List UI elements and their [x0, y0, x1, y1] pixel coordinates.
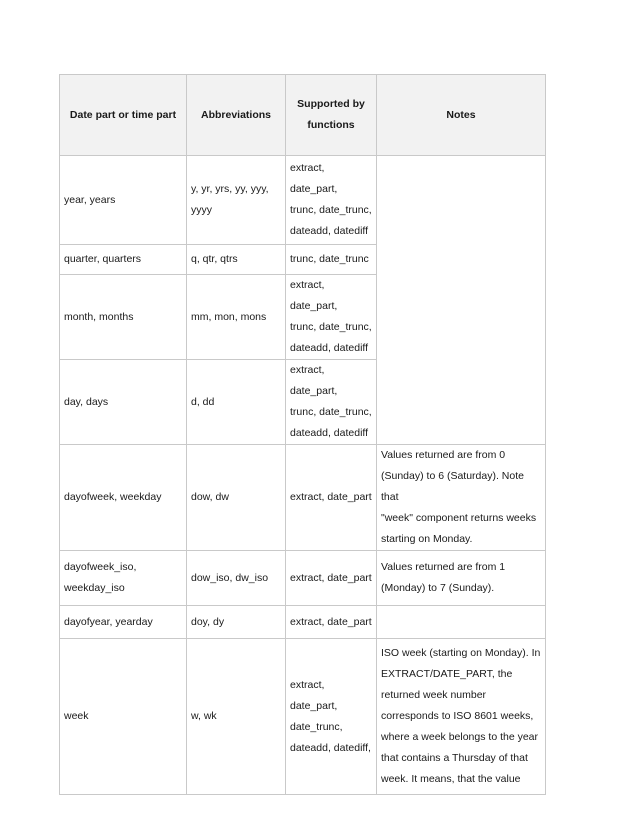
table-row — [60, 156, 546, 245]
header-abbreviations: Abbreviations — [187, 75, 286, 156]
table-row — [60, 551, 546, 606]
cell-abbreviations — [187, 245, 286, 275]
cell-date-part: quarter, quarters — [60, 245, 187, 275]
cell-text-line: ISO week (starting on Monday). In — [381, 647, 541, 659]
cell-abbreviations — [187, 156, 286, 245]
cell-text-line: w, wk — [191, 710, 217, 722]
cell-text-line: dayofweek_iso, — [64, 561, 137, 573]
cell-text-line: date_trunc, — [290, 720, 343, 733]
cell-functions — [286, 551, 377, 606]
date-parts-table — [59, 74, 546, 795]
cell-text-line: trunc, date_trunc — [290, 253, 369, 265]
cell-functions — [286, 445, 377, 551]
cell-text-line: extract, date_part, — [290, 162, 338, 195]
cell-text-line: mm, mon, mons — [191, 310, 267, 323]
cell-abbreviations — [187, 551, 286, 606]
cell-text-line: extract, date_part, — [290, 279, 338, 312]
cell-notes — [377, 551, 546, 606]
cell-date-part: day, days — [60, 360, 187, 445]
cell-functions — [286, 606, 377, 639]
cell-date-part: dayofweek, weekday — [60, 445, 187, 551]
cell-abbreviations — [187, 445, 286, 551]
header-supported-functions-line1: Supported by — [297, 98, 365, 110]
table-row — [60, 445, 546, 551]
cell-text-line: doy, dy — [191, 615, 225, 628]
cell-text-line: dateadd, datediff, — [290, 741, 371, 754]
cell-abbreviations — [187, 360, 286, 445]
header-supported-functions-line2: functions — [307, 119, 355, 131]
cell-text-line: dateadd, datediff — [290, 427, 369, 439]
cell-date-part — [60, 551, 187, 606]
cell-text-line: dow, dw — [191, 491, 229, 503]
table-header-row — [60, 75, 546, 156]
cell-text-line: week. It means, that the value — [381, 773, 521, 785]
cell-abbreviations — [187, 275, 286, 360]
cell-text-line: extract, date_part — [290, 615, 372, 628]
cell-text-line: corresponds to ISO 8601 weeks, — [381, 710, 534, 722]
cell-text-line: Values returned are from 1 — [381, 561, 506, 573]
cell-text-line: trunc, date_trunc, — [290, 321, 372, 333]
cell-text-line: trunc, date_trunc, — [290, 204, 372, 216]
cell-date-part: month, months — [60, 275, 187, 360]
cell-abbreviations — [187, 606, 286, 639]
cell-notes — [377, 606, 546, 639]
cell-text-line: that contains a Thursday of that — [381, 752, 528, 764]
cell-text-line: extract, date_part, — [290, 678, 338, 712]
cell-text-line: dow_iso, dw_iso — [191, 571, 269, 584]
cell-text-line: (Monday) to 7 (Sunday). — [381, 582, 495, 594]
cell-functions — [286, 156, 377, 245]
cell-functions — [286, 245, 377, 275]
cell-text-line: dateadd, datediff — [290, 225, 369, 237]
cell-text-line: "week" component returns weeks — [381, 512, 537, 524]
cell-notes — [377, 639, 546, 795]
cell-abbreviations — [187, 639, 286, 795]
table-row — [60, 606, 546, 639]
cell-date-part: dayofyear, yearday — [60, 606, 187, 639]
cell-text-line: returned week number — [381, 689, 487, 701]
cell-text-line: q, qtr, qtrs — [191, 253, 238, 265]
cell-text-line: dateadd, datediff — [290, 342, 369, 354]
cell-text-line: y, yr, yrs, yy, yyy, — [191, 183, 269, 195]
cell-functions — [286, 360, 377, 445]
cell-text-line: EXTRACT/DATE_PART, the — [381, 668, 513, 680]
cell-text-line: (Sunday) to 6 (Saturday). Note that — [381, 470, 524, 503]
cell-date-part: week — [60, 639, 187, 795]
cell-text-line: where a week belongs to the year — [381, 731, 539, 743]
cell-text-line: extract, date_part — [290, 571, 372, 584]
cell-text-line: starting on Monday. — [381, 533, 473, 545]
cell-date-part: year, years — [60, 156, 187, 245]
cell-notes — [377, 156, 546, 445]
cell-text-line: Values returned are from 0 — [381, 449, 506, 461]
cell-text-line: extract, date_part, — [290, 364, 338, 397]
table-row — [60, 639, 546, 795]
cell-text-line: weekday_iso — [64, 582, 125, 594]
cell-text-line: yyyy — [191, 204, 212, 216]
header-notes: Notes — [377, 75, 546, 156]
cell-text-line: trunc, date_trunc, — [290, 406, 372, 418]
header-supported-functions — [286, 75, 377, 156]
cell-notes — [377, 445, 546, 551]
cell-functions — [286, 275, 377, 360]
cell-text-line: extract, date_part — [290, 491, 372, 503]
cell-text-line: d, dd — [191, 395, 215, 408]
header-date-part: Date part or time part — [60, 75, 187, 156]
cell-functions — [286, 639, 377, 795]
